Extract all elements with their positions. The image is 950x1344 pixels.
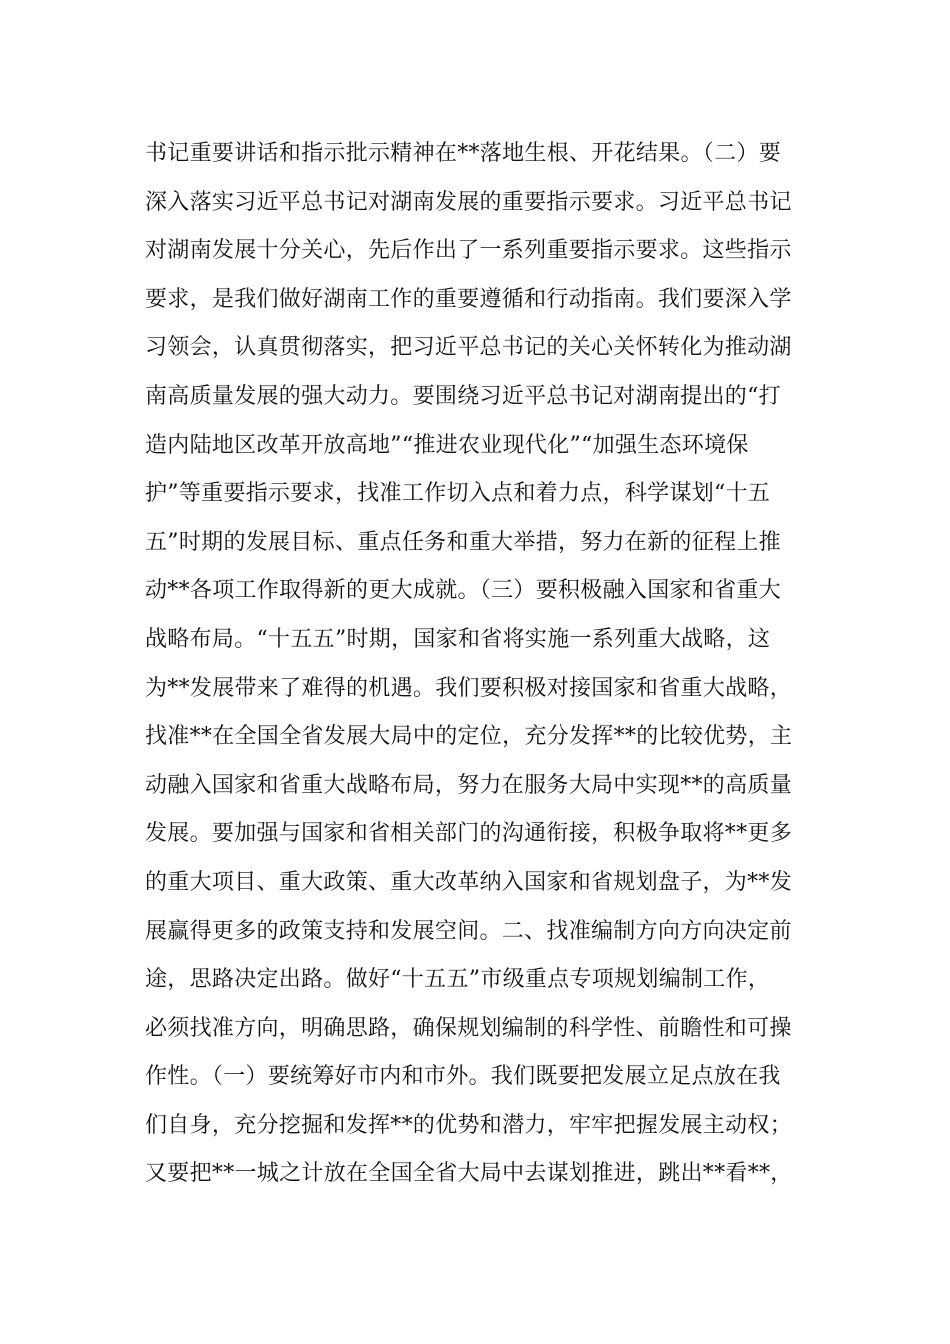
text-line: 动融入国家和省重大战略布局，努力在服务大局中实现**的高质量 xyxy=(145,772,793,798)
text-line: 要求，是我们做好湖南工作的重要遵循和行动指南。我们要深入学 xyxy=(145,286,792,312)
text-line: 展赢得更多的政策支持和发展空间。二、找准编制方向方向决定前 xyxy=(145,918,792,944)
text-line: 作性。（一）要统筹好市内和市外。我们既要把发展立足点放在我 xyxy=(145,1064,781,1090)
text-line: 为**发展带来了难得的机遇。我们要积极对接国家和省重大战略， xyxy=(145,675,793,701)
text-line: 的重大项目、重大政策、重大改革纳入国家和省规划盘子，为**发 xyxy=(145,869,793,895)
text-line: 必须找准方向，明确思路，确保规划编制的科学性、前瞻性和可操 xyxy=(145,1015,792,1041)
text-line: 找准**在全国全省发展大局中的定位，充分发挥**的比较优势，主 xyxy=(145,724,793,750)
text-line: 南高质量发展的强大动力。要围绕习近平总书记对湖南提出的“打 xyxy=(145,383,781,409)
text-line: 又要把**一城之计放在全国全省大局中去谋划推进，跳出**看**， xyxy=(145,1161,793,1187)
text-line: 动**各项工作取得新的更大成就。（三）要积极融入国家和省重大 xyxy=(145,578,782,604)
text-line: 书记重要讲话和指示批示精神在**落地生根、开花结果。（二）要 xyxy=(145,141,782,166)
text-line: 习领会，认真贯彻落实，把习近平总书记的关心关怀转化为推动湖 xyxy=(145,335,792,361)
text-line: 途，思路决定出路。做好“十五五”市级重点专项规划编制工作， xyxy=(145,967,771,993)
text-line: 深入落实习近平总书记对湖南发展的重要指示要求。习近平总书记 xyxy=(145,189,792,215)
text-line: 们自身，充分挖掘和发挥**的优势和潜力，牢牢把握发展主动权； xyxy=(145,1112,793,1138)
body-text xyxy=(145,130,810,1199)
text-line: 发展。要加强与国家和省相关部门的沟通衔接，积极争取将**更多 xyxy=(145,821,793,847)
text-line: 五”时期的发展目标、重点任务和重大举措，努力在新的征程上推 xyxy=(145,529,781,555)
text-line: 造内陆地区改革开放高地”“推进农业现代化”“加强生态环境保 xyxy=(145,432,749,458)
text-line: 对湖南发展十分关心，先后作出了一系列重要指示要求。这些指示 xyxy=(145,238,792,264)
text-line: 护”等重要指示要求，找准工作切入点和着力点，科学谋划“十五 xyxy=(145,481,771,507)
text-line: 战略布局。“十五五”时期，国家和省将实施一系列重大战略，这 xyxy=(145,626,771,652)
